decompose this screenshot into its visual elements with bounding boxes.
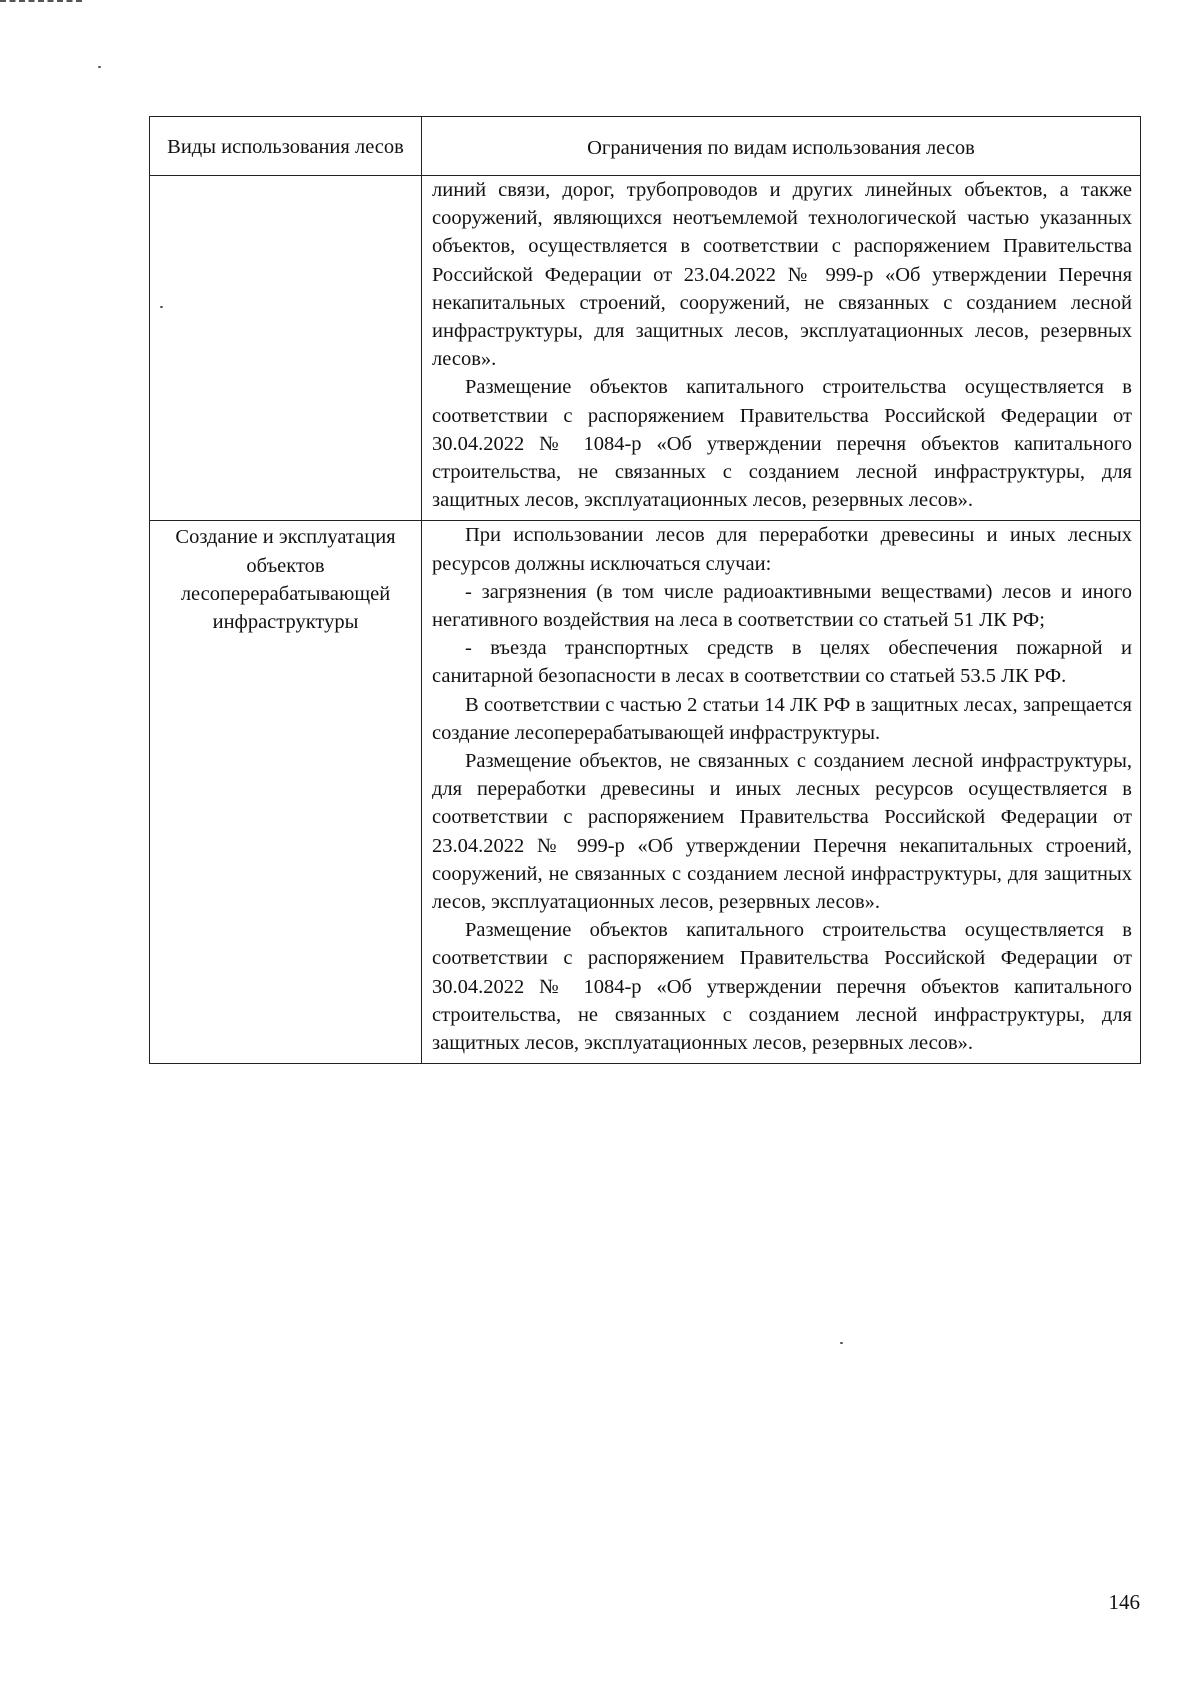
table-header-row	[150, 117, 1141, 176]
restriction-paragraph: Размещение объектов, не связанных с созданием лесной инфраструктуры, для переработки древесины и иных лесных ресурсов осуществляется в соответствии с распоряжением Правительства Российской Федерации от 23.04.2022 № 999-р «Об утверждении Перечня некапитальных строений, сооружений, не связанных с созданием лесной инфраструктуры, для защитных лесов, эксплуатационных лесов, резервных лесов».	[432, 750, 1132, 914]
restriction-paragraph: Размещение объектов капитального строительства осуществляется в соответствии с распоряжением Правительства Российской Федерации от 30.04.2022 № 1084-р «Об утверждении перечня объектов капитального строительства, не связанных с созданием лесной инфраструктуры, для защитных лесов, эксплуатационных лесов, резервных лесов».	[432, 376, 1132, 512]
restriction-paragraph: Размещение объектов капитального строительства осуществляется в соответствии с распоряжением Правительства Российской Федерации от 30.04.2022 № 1084-р «Об утверждении перечня объектов капитального строительства, не связанных с созданием лесной инфраструктуры, для защитных лесов, эксплуатационных лесов, резервных лесов».	[432, 919, 1132, 1055]
use-type-cell: Создание и эксплуатация объектов лесоперерабатывающей инфраструктуры	[150, 521, 422, 1064]
table-row	[150, 176, 1141, 521]
header-forest-use-types: Виды использования лесов	[150, 117, 422, 176]
restriction-paragraph: В соответствии с частью 2 статьи 14 ЛК РФ в защитных лесах, запрещается создание лесоперерабатывающей инфраструктуры.	[432, 693, 1132, 744]
scan-edge-mark	[0, 0, 82, 4]
page-number: 146	[1108, 1590, 1140, 1614]
use-type-cell	[150, 176, 422, 521]
scan-speck	[98, 66, 101, 68]
header-restrictions: Ограничения по видам использования лесов	[422, 117, 1141, 176]
restriction-paragraph: При использовании лесов для переработки древесины и иных лесных ресурсов должны исключаться случаи:	[432, 524, 1132, 575]
restriction-paragraph: - въезда транспортных средств в целях обеспечения пожарной и санитарной безопасности в лесах в соответствии со статьей 53.5 ЛК РФ.	[432, 637, 1132, 688]
table-row	[150, 521, 1141, 1064]
restrictions-cell	[422, 521, 1141, 1064]
restrictions-cell	[422, 176, 1141, 521]
restriction-paragraph: линий связи, дорог, трубопроводов и других линейных объектов, а также сооружений, являющихся неотъемлемой технологической частью указанных объектов, осуществляется в соответствии с распоряжением Правительства Российской Федерации от 23.04.2022 № 999-р «Об утверждении Перечня некапитальных строений, сооружений, не связанных с созданием лесной инфраструктуры, для защитных лесов, эксплуатационных лесов, резервных лесов».	[432, 179, 1132, 371]
forest-use-restrictions-table	[149, 116, 1141, 1064]
restriction-paragraph: - загрязнения (в том числе радиоактивными веществами) лесов и иного негативного воздействия на леса в соответствии со статьей 51 ЛК РФ;	[432, 580, 1132, 632]
scan-speck	[840, 1342, 843, 1344]
